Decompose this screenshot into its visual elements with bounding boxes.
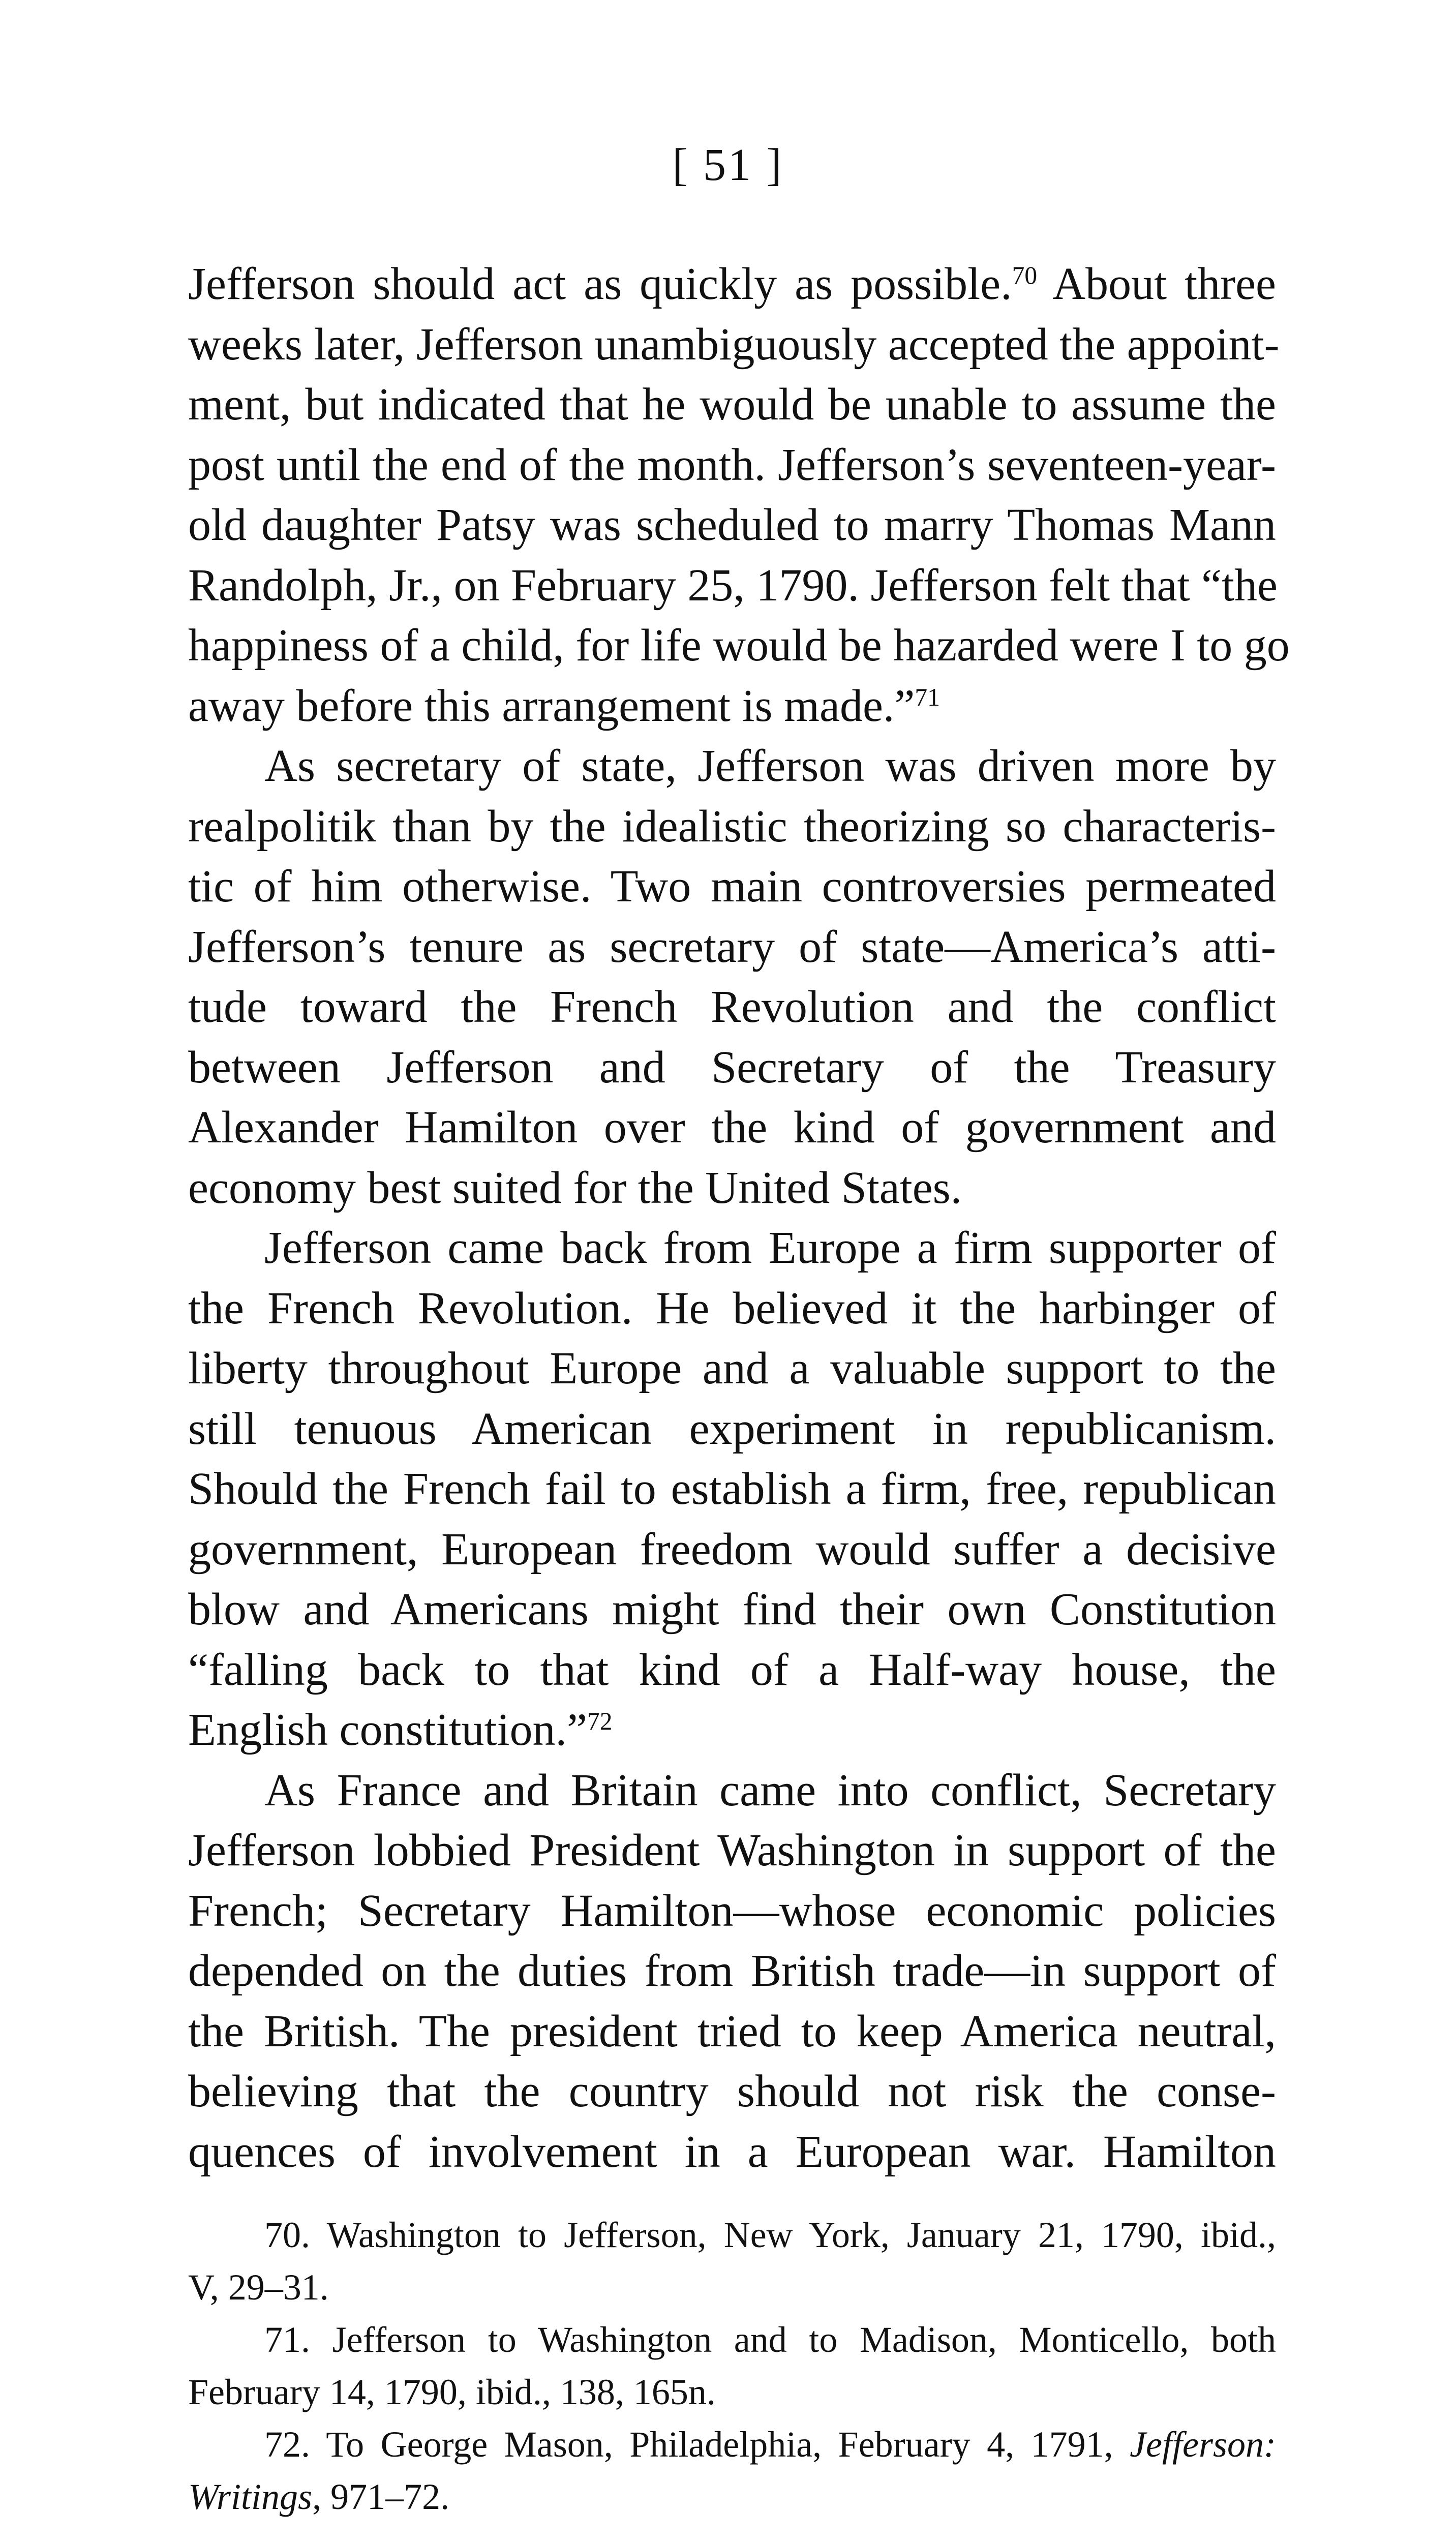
text-line: “falling back to that kind of a Half-way house, the — [188, 1644, 1276, 1695]
paragraph-2 — [188, 736, 1276, 1218]
text-line: Jefferson lobbied President Washington in support of the — [188, 1825, 1276, 1875]
footnote-71 — [188, 2314, 1276, 2418]
paragraph-1 — [188, 254, 1290, 736]
text-line: blow and Americans might find their own Constitution — [188, 1584, 1276, 1635]
footnotes — [188, 2209, 1276, 2523]
footnote-line: 72. To George Mason, Philadelphia, February 4, 1791, Jefferson: — [264, 2424, 1276, 2465]
footnote-line: V, 29–31. — [188, 2267, 329, 2308]
text-line: Jefferson’s tenure as secretary of state—America’s atti- — [188, 921, 1276, 972]
text-line: As secretary of state, Jefferson was driven more by — [264, 741, 1276, 791]
book-title: Jefferson: — [1130, 2424, 1276, 2465]
footnote-line: 71. Jefferson to Washington and to Madison, Monticello, both — [264, 2319, 1276, 2360]
text-line: Jefferson should act as quickly as possible.$^{70}$ About three — [188, 259, 1277, 309]
footnote-70 — [188, 2209, 1276, 2314]
footnote-line: 70. Washington to Jefferson, New York, January 21, 1790, ibid., — [264, 2215, 1276, 2255]
text-line: Should the French fail to establish a firm, free, republican — [188, 1464, 1276, 1514]
text-line: tude toward the French Revolution and the conflict — [188, 982, 1276, 1032]
text-line: government, European freedom would suffer a decisive — [188, 1524, 1276, 1575]
text-line: liberty throughout Europe and a valuable support to the — [188, 1343, 1276, 1394]
paragraph-3 — [188, 1218, 1276, 1761]
footnote-ref-70: 70 — [1012, 261, 1038, 290]
text-line: believing that the country should not risk the conse- — [188, 2066, 1276, 2116]
text-line: happiness of a child, for life would be hazarded were I to go — [188, 620, 1290, 671]
text-line: realpolitik than by the idealistic theorizing so characteris- — [188, 801, 1276, 852]
footnote-line: February 14, 1790, ibid., 138, 165n. — [188, 2372, 716, 2412]
footnote-line: Writings, 971–72. — [188, 2476, 450, 2517]
body-text — [188, 254, 1290, 2182]
text-line: Randolph, Jr., on February 25, 1790. Jefferson felt that “the — [188, 560, 1278, 611]
footnote-ref-71: 71 — [915, 683, 940, 711]
text-line: ment, but indicated that he would be unable to assume the — [188, 379, 1276, 430]
text-line: weeks later, Jefferson unambiguously accepted the appoint- — [188, 319, 1280, 370]
text-line: between Jefferson and Secretary of the Treasury — [188, 1042, 1276, 1093]
text-line: Alexander Hamilton over the kind of government and — [188, 1102, 1276, 1153]
page-number: [ 51 ] — [672, 140, 784, 190]
text-line: quences of involvement in a European war. Hamilton — [188, 2126, 1276, 2177]
text-line: Jefferson came back from Europe a firm supporter of — [264, 1223, 1276, 1273]
footnote-ref-72: 72 — [587, 1707, 613, 1736]
footnote-72 — [188, 2418, 1276, 2523]
text-line: post until the end of the month. Jefferson’s seventeen-year- — [188, 439, 1276, 490]
text-line: away before this arrangement is made.”$^{71}$ — [188, 680, 940, 731]
book-title: Writings — [188, 2476, 313, 2517]
text-line: still tenuous American experiment in republicanism. — [188, 1403, 1276, 1454]
paragraph-4 — [188, 1761, 1276, 2183]
text-line: English constitution.”$^{72}$ — [188, 1705, 613, 1755]
text-line: the French Revolution. He believed it the harbinger of — [188, 1283, 1276, 1334]
text-line: depended on the duties from British trade—in support of — [188, 1946, 1276, 1996]
text-line: As France and Britain came into conflict, Secretary — [264, 1765, 1276, 1815]
text-line: economy best suited for the United States. — [188, 1162, 962, 1213]
text-line: old daughter Patsy was scheduled to marry Thomas Mann — [188, 500, 1276, 550]
text-line: tic of him otherwise. Two main controversies permeated — [188, 861, 1276, 912]
text-line: the British. The president tried to keep America neutral, — [188, 2006, 1276, 2056]
text-line: French; Secretary Hamilton—whose economic policies — [188, 1885, 1276, 1936]
